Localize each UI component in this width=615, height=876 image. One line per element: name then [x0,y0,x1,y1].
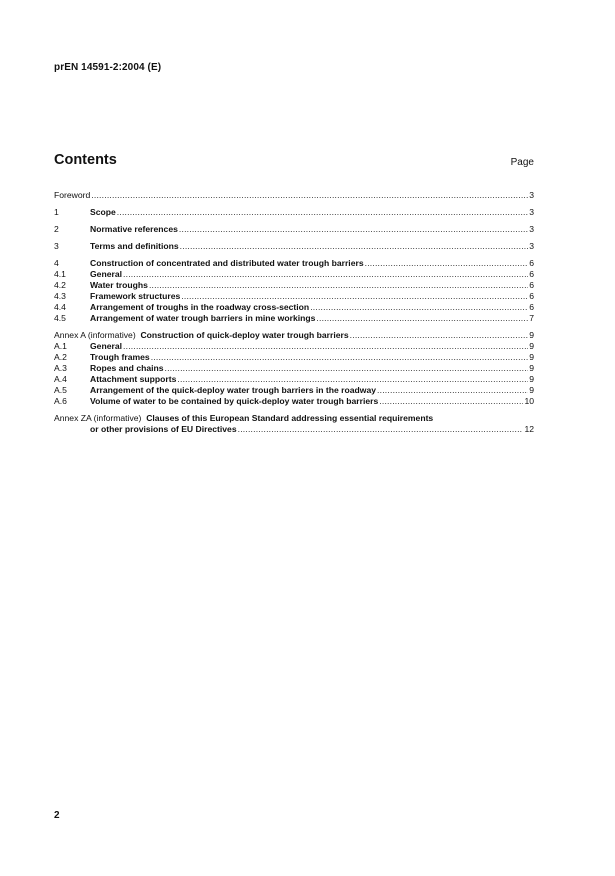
toc-entry-terms-and-definitions[interactable] [54,241,534,252]
toc-entry-arrangement-quick-deploy[interactable] [54,385,534,396]
annex-title-line-2: or other provisions of EU Directives [90,424,237,434]
toc-section-number: 4.3 [54,291,66,301]
toc-entry-text: General [90,269,123,279]
toc-entry-annex-za-continuation[interactable] [54,424,534,435]
toc-leader-dots [379,396,523,407]
toc-leader-dots [165,363,529,374]
toc-entry-text: Framework structures [90,291,181,301]
toc-leader-dots [151,352,529,363]
toc-entry-text: Trough frames [90,352,150,362]
toc-page-number: 9 [529,330,534,340]
annex-label: Annex ZA (informative) [54,413,142,423]
toc-entry-text: Construction of concentrated and distributed water trough barriers [90,258,364,268]
toc-entry-text: Normative references [90,224,178,234]
annex-title: Construction of quick-deploy water trough barriers [140,330,349,340]
toc-entry-text: Attachment supports [90,374,177,384]
toc-leader-dots [350,330,529,341]
toc-leader-dots [180,241,529,252]
toc-page-number: 12 [524,424,534,434]
toc-leader-dots [310,302,528,313]
toc-entry-text: Volume of water to be contained by quick-deploy water trough barriers [90,396,379,406]
toc-leader-dots [181,291,528,302]
page-column-label: Page [510,157,534,168]
toc-leader-dots [91,190,528,201]
toc-section-number: 1 [54,207,59,217]
toc-entry-annex-a-general[interactable] [54,341,534,352]
toc-entry-arrangement-cross-section[interactable] [54,302,534,313]
toc-entry-text [54,330,349,341]
toc-leader-dots [117,207,528,218]
toc-page-number: 3 [529,224,534,234]
annex-label: Annex A (informative) [54,330,136,340]
toc-entry-annex-a[interactable] [54,330,534,341]
toc-leader-dots [238,424,524,435]
toc-page-number: 9 [529,363,534,373]
page-number: 2 [54,810,60,821]
toc-leader-dots [149,280,528,291]
toc-section-number: A.4 [54,374,67,384]
toc-section-number: 4.2 [54,280,66,290]
annex-title-line-1: Clauses of this European Standard addressing essential requirements [146,413,434,423]
toc-page-number: 9 [529,341,534,351]
toc-entry-text: Foreword [54,190,91,200]
toc-page-number: 10 [524,396,534,406]
toc-section-number: 4.5 [54,313,66,323]
toc-leader-dots [179,224,528,235]
toc-page-number: 9 [529,352,534,362]
toc-entry-foreword[interactable] [54,190,534,201]
toc-leader-dots [123,341,528,352]
toc-page-number: 6 [529,269,534,279]
toc-section-number: 3 [54,241,59,251]
toc-page-number: 3 [529,190,534,200]
toc-entry-text [54,413,433,424]
toc-page-number: 3 [529,207,534,217]
table-of-contents [54,190,534,435]
toc-section-number: A.5 [54,385,67,395]
toc-entry-water-troughs[interactable] [54,280,534,291]
toc-leader-dots [365,258,529,269]
toc-entry-scope[interactable] [54,207,534,218]
toc-entry-normative-references[interactable] [54,224,534,235]
toc-entry-attachment-supports[interactable] [54,374,534,385]
toc-entry-ropes-and-chains[interactable] [54,363,534,374]
toc-entry-text: Ropes and chains [90,363,164,373]
toc-page-number: 7 [529,313,534,323]
toc-entry-framework-structures[interactable] [54,291,534,302]
toc-page-number: 9 [529,385,534,395]
toc-section-number: A.6 [54,396,67,406]
toc-entry-text: Terms and definitions [90,241,179,251]
toc-section-number: 4 [54,258,59,268]
toc-section-number: A.2 [54,352,67,362]
toc-leader-dots [177,374,528,385]
toc-entry-annex-za[interactable] [54,413,534,424]
toc-entry-general[interactable] [54,269,534,280]
toc-entry-trough-frames[interactable] [54,352,534,363]
toc-section-number: A.1 [54,341,67,351]
toc-page-number: 6 [529,280,534,290]
document-header: prEN 14591-2:2004 (E) [54,62,162,73]
toc-entry-text: General [90,341,123,351]
toc-entry-text: Arrangement of troughs in the roadway cross-section [90,302,310,312]
contents-title: Contents [54,152,117,168]
toc-page-number: 3 [529,241,534,251]
toc-entry-text: Arrangement of water trough barriers in mine workings [90,313,316,323]
toc-entry-text: Scope [90,207,116,217]
toc-leader-dots [316,313,528,324]
toc-page-number: 6 [529,258,534,268]
toc-entry-text: Water troughs [90,280,148,290]
toc-section-number: 4.1 [54,269,66,279]
toc-section-number: A.3 [54,363,67,373]
toc-leader-dots [377,385,528,396]
toc-section-number: 2 [54,224,59,234]
toc-page-number: 6 [529,291,534,301]
toc-section-number: 4.4 [54,302,66,312]
toc-entry-volume-of-water[interactable] [54,396,534,407]
toc-page-number: 6 [529,302,534,312]
toc-entry-arrangement-mine-workings[interactable] [54,313,534,324]
toc-entry-construction[interactable] [54,258,534,269]
toc-leader-dots [123,269,528,280]
toc-page-number: 9 [529,374,534,384]
toc-entry-text: Arrangement of the quick-deploy water trough barriers in the roadway [90,385,377,395]
